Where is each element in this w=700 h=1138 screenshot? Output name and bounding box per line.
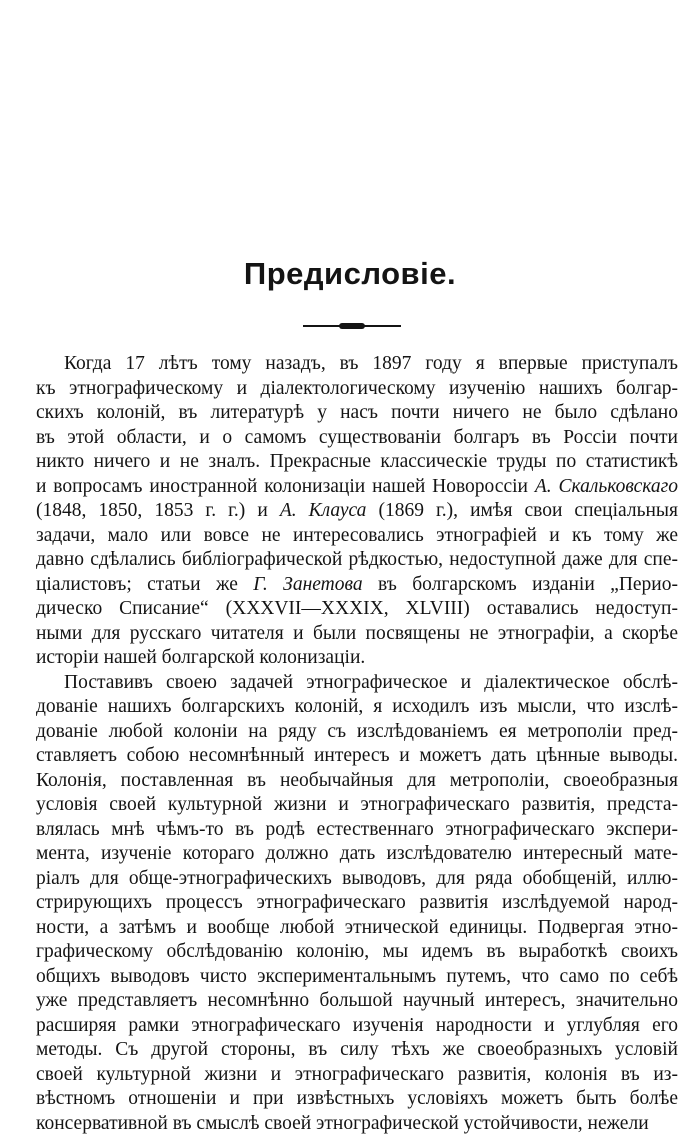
page-title: Предисловіе. — [243, 256, 457, 291]
text-line: консервативной въ смыслѣ своей этнографической устойчивости, нежели — [36, 1112, 649, 1134]
text-line: давно сдѣлались библіографической рѣдкостью, недоступной даже для спе- — [36, 549, 678, 570]
text-line: никто ничего и не зналъ. Прекрасные классическіе труды по статистикѣ — [36, 451, 678, 472]
author-name: А. Скальковскаго — [534, 475, 678, 497]
text-line: влялась мнѣ чѣмъ-то въ родѣ естественнаго этнографическаго экспери- — [36, 818, 678, 840]
paragraph-2 — [36, 671, 678, 1137]
text-segment: въ болгарскомъ изданіи „Перио- — [362, 573, 678, 595]
text-line: Колонія, поставленная въ необычайныя для метрополіи, своеобразныя — [36, 769, 678, 791]
body-text — [36, 352, 678, 1136]
text-line: исторіи нашей болгарской колонизаціи. — [36, 647, 366, 668]
text-line: своей культурной жизни и этнографическаго развитія, колонія въ из- — [36, 1063, 678, 1085]
paragraph-1 — [36, 352, 678, 671]
text-line: стрирующихъ процессъ этнографическаго развитія изслѣдуемой народ- — [36, 892, 678, 913]
text-line: дическо Списание“ (XXXVII—XXXIX, XLVIII) оставались недоступ- — [36, 598, 678, 619]
text-segment: и вопросамъ иностранной колонизаціи нашей Новороссіи — [36, 475, 535, 497]
text-line: Когда 17 лѣтъ тому назадъ, въ 1897 году я впервые приступалъ — [64, 353, 678, 374]
title-ornament — [303, 320, 401, 332]
text-line: условія своей культурной жизни и этнографическаго развитія, предста- — [36, 794, 678, 815]
text-line: мента, изученіе котораго должно дать изслѣдователю интересный мате- — [36, 843, 678, 864]
text-line — [36, 573, 678, 598]
text-line: задачи, мало или вовсе не интересовались этнографіей и къ тому же — [36, 524, 678, 546]
text-line: въ этой области, и о самомъ существованіи болгаръ въ Россіи почти — [36, 426, 678, 448]
text-line: графическому обслѣдованію колонію, мы идемъ въ выработкѣ своихъ — [36, 941, 678, 962]
text-line — [36, 499, 678, 524]
author-name: А. Клауса — [279, 500, 367, 521]
text-line: уже представляетъ несомнѣнно большой научный интересъ, значительно — [36, 990, 678, 1011]
text-line: ставляетъ собою несомнѣнный интересъ и можетъ дать цѣнные выводы. — [36, 745, 678, 766]
text-line: ными для русскаго читателя и были посвящены не этнографіи, а скорѣе — [36, 622, 678, 644]
text-line: вѣстномъ отношеніи и при извѣстныхъ условіяхъ можетъ быть болѣе — [36, 1088, 678, 1109]
text-line — [36, 475, 678, 500]
text-line: Поставивъ своею задачей этнографическое и діалектическое обслѣ- — [64, 671, 678, 693]
text-line: расширяя рамки этнографическаго изученія народности и углубляя его — [36, 1014, 678, 1036]
text-line: методы. Съ другой стороны, въ силу тѣхъ же своеобразныхъ условій — [36, 1039, 678, 1060]
text-line: скихъ колоній, въ литературѣ у насъ почти ничего не было сдѣлано — [36, 402, 678, 423]
ornament-center — [339, 323, 365, 329]
text-segment: (1848, 1850, 1853 г. г.) и — [36, 500, 280, 521]
text-line: ріалъ для обще-этнографическихъ выводовъ, для ряда обобщеній, иллю- — [36, 867, 678, 889]
text-line: ности, а затѣмъ и вообще любой этнической единицы. Подвергая этно- — [36, 916, 678, 938]
text-segment: ціалистовъ; статьи же — [36, 573, 254, 595]
text-line: дованіе нашихъ болгарскихъ колоній, я исходилъ изъ мысли, что изслѣ- — [36, 696, 678, 717]
text-line: къ этнографическому и діалектологическому изученію нашихъ болгар- — [36, 377, 678, 399]
text-line: дованіе любой колоніи на ряду съ изслѣдованіемъ ея метрополіи пред- — [36, 720, 678, 742]
author-name: Г. Занетова — [253, 573, 363, 595]
text-line: общихъ выводовъ чисто экспериментальнымъ путемъ, что само по себѣ — [36, 965, 678, 987]
text-segment: (1869 г.), имѣя свои спеціальныя — [366, 500, 678, 521]
